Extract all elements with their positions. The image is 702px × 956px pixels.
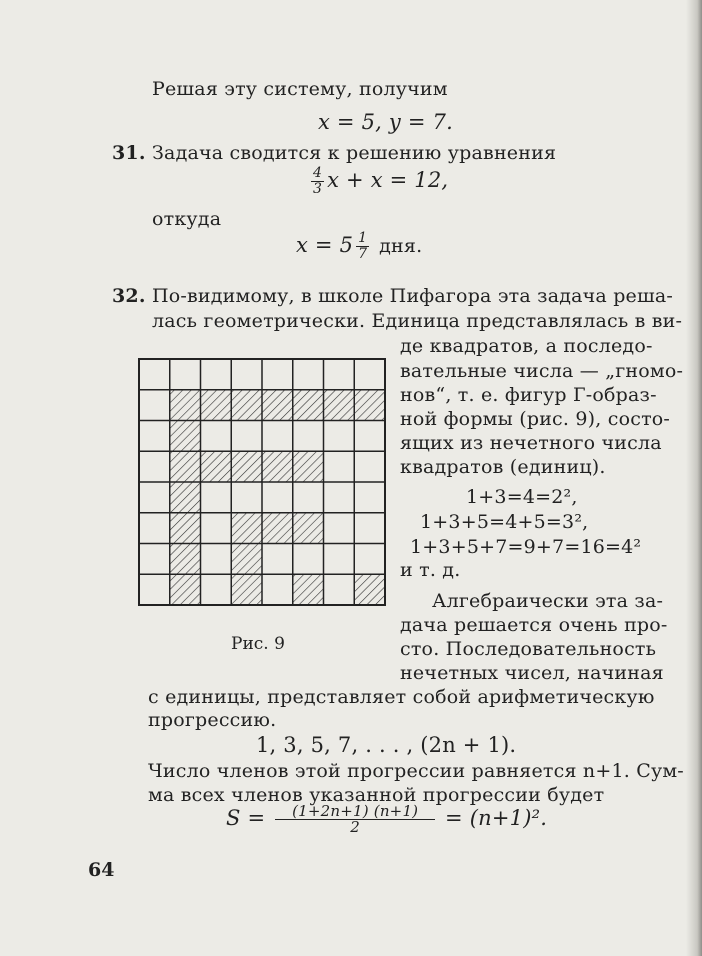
fraction: $\frac{(1+2n+1) (n+1)}{2}$ [275, 804, 435, 835]
hatched-cell [262, 390, 293, 421]
text-line: Решая эту систему, получим [152, 78, 448, 100]
text-line: и т. д. [400, 559, 461, 581]
gnomon-grid-svg [138, 358, 386, 606]
hatched-cell [293, 513, 324, 544]
fraction: $\frac{1}{7}$ [358, 230, 368, 262]
hatched-cell [293, 451, 324, 482]
equation-line: 1+3+5=4+5=3², [420, 511, 589, 533]
book-spine-shadow [686, 0, 702, 956]
text-line: откуда [152, 208, 222, 230]
hatched-cell [170, 421, 201, 452]
hatched-cell [354, 390, 385, 421]
sequence-formula: 1, 3, 5, 7, . . . , (2n + 1). [256, 733, 517, 757]
text-line: ма всех членов указанной прогрессии будет [148, 784, 605, 806]
hatched-cell [354, 574, 385, 605]
text-line: нечетных чисел, начиная [400, 662, 664, 684]
text-line: де квадратов, а последо- [400, 335, 653, 357]
equation-31-answer: x = 5 $\frac{1}{7}$ дня. [296, 230, 423, 262]
hatched-cell [170, 451, 201, 482]
text-line: прогрессию. [148, 709, 277, 731]
figure-9-gnomon-grid [138, 358, 386, 610]
hatched-cell [231, 574, 262, 605]
hatched-cell [170, 544, 201, 575]
figure-caption: Рис. 9 [231, 634, 285, 654]
hatched-cell [170, 513, 201, 544]
hatched-cell [231, 544, 262, 575]
text-line: Алгебраически эта за- [432, 590, 664, 612]
equation-line: 1+3=4=2², [466, 486, 578, 508]
hatched-cell [201, 451, 232, 482]
hatched-cell [262, 513, 293, 544]
hatched-cell [262, 451, 293, 482]
hatched-cell [231, 390, 262, 421]
text-line: вательные числа — „гномо- [400, 360, 684, 382]
hatched-cell [170, 390, 201, 421]
hatched-cell [231, 513, 262, 544]
fraction: $\frac{4}{3}$ [313, 165, 323, 197]
text-line: Число членов этой прогрессии равняется n+1. Сум- [148, 760, 684, 782]
text-line: ной формы (рис. 9), состо- [400, 408, 671, 430]
hatched-cell [170, 574, 201, 605]
text-line: квадратов (единиц). [400, 456, 606, 478]
text-line: Задача сводится к решению уравнения [152, 142, 557, 164]
page-number: 64 [88, 859, 115, 881]
hatched-cell [170, 482, 201, 513]
problem-number-31: 31. [112, 142, 146, 164]
text-line: нов“, т. е. фигур Г-образ- [400, 384, 657, 406]
text-line: сто. Последовательность [400, 638, 657, 660]
hatched-cell [293, 390, 324, 421]
sum-formula: S = $\frac{(1+2n+1) (n+1)}{2}$ = (n+1)². [226, 802, 548, 836]
hatched-cell [324, 390, 355, 421]
text-line: ящих из нечетного числа [400, 432, 662, 454]
text-line: По-видимому, в школе Пифагора эта задача реша- [152, 285, 674, 307]
text-line: дача решается очень про- [400, 614, 668, 636]
text-line: с единицы, представляет собой арифметическую [148, 686, 655, 708]
hatched-cell [201, 390, 232, 421]
hatched-cell [293, 574, 324, 605]
hatched-cell [231, 451, 262, 482]
problem-number-32: 32. [112, 285, 146, 307]
equation-line: 1+3+5+7=9+7=16=4² [410, 536, 642, 558]
equation-solution: x = 5, y = 7. [318, 110, 453, 134]
equation-31: $\frac{4}{3}$ x + x = 12, [313, 165, 449, 197]
text-line: лась геометрически. Единица представлялась в ви- [152, 310, 683, 332]
